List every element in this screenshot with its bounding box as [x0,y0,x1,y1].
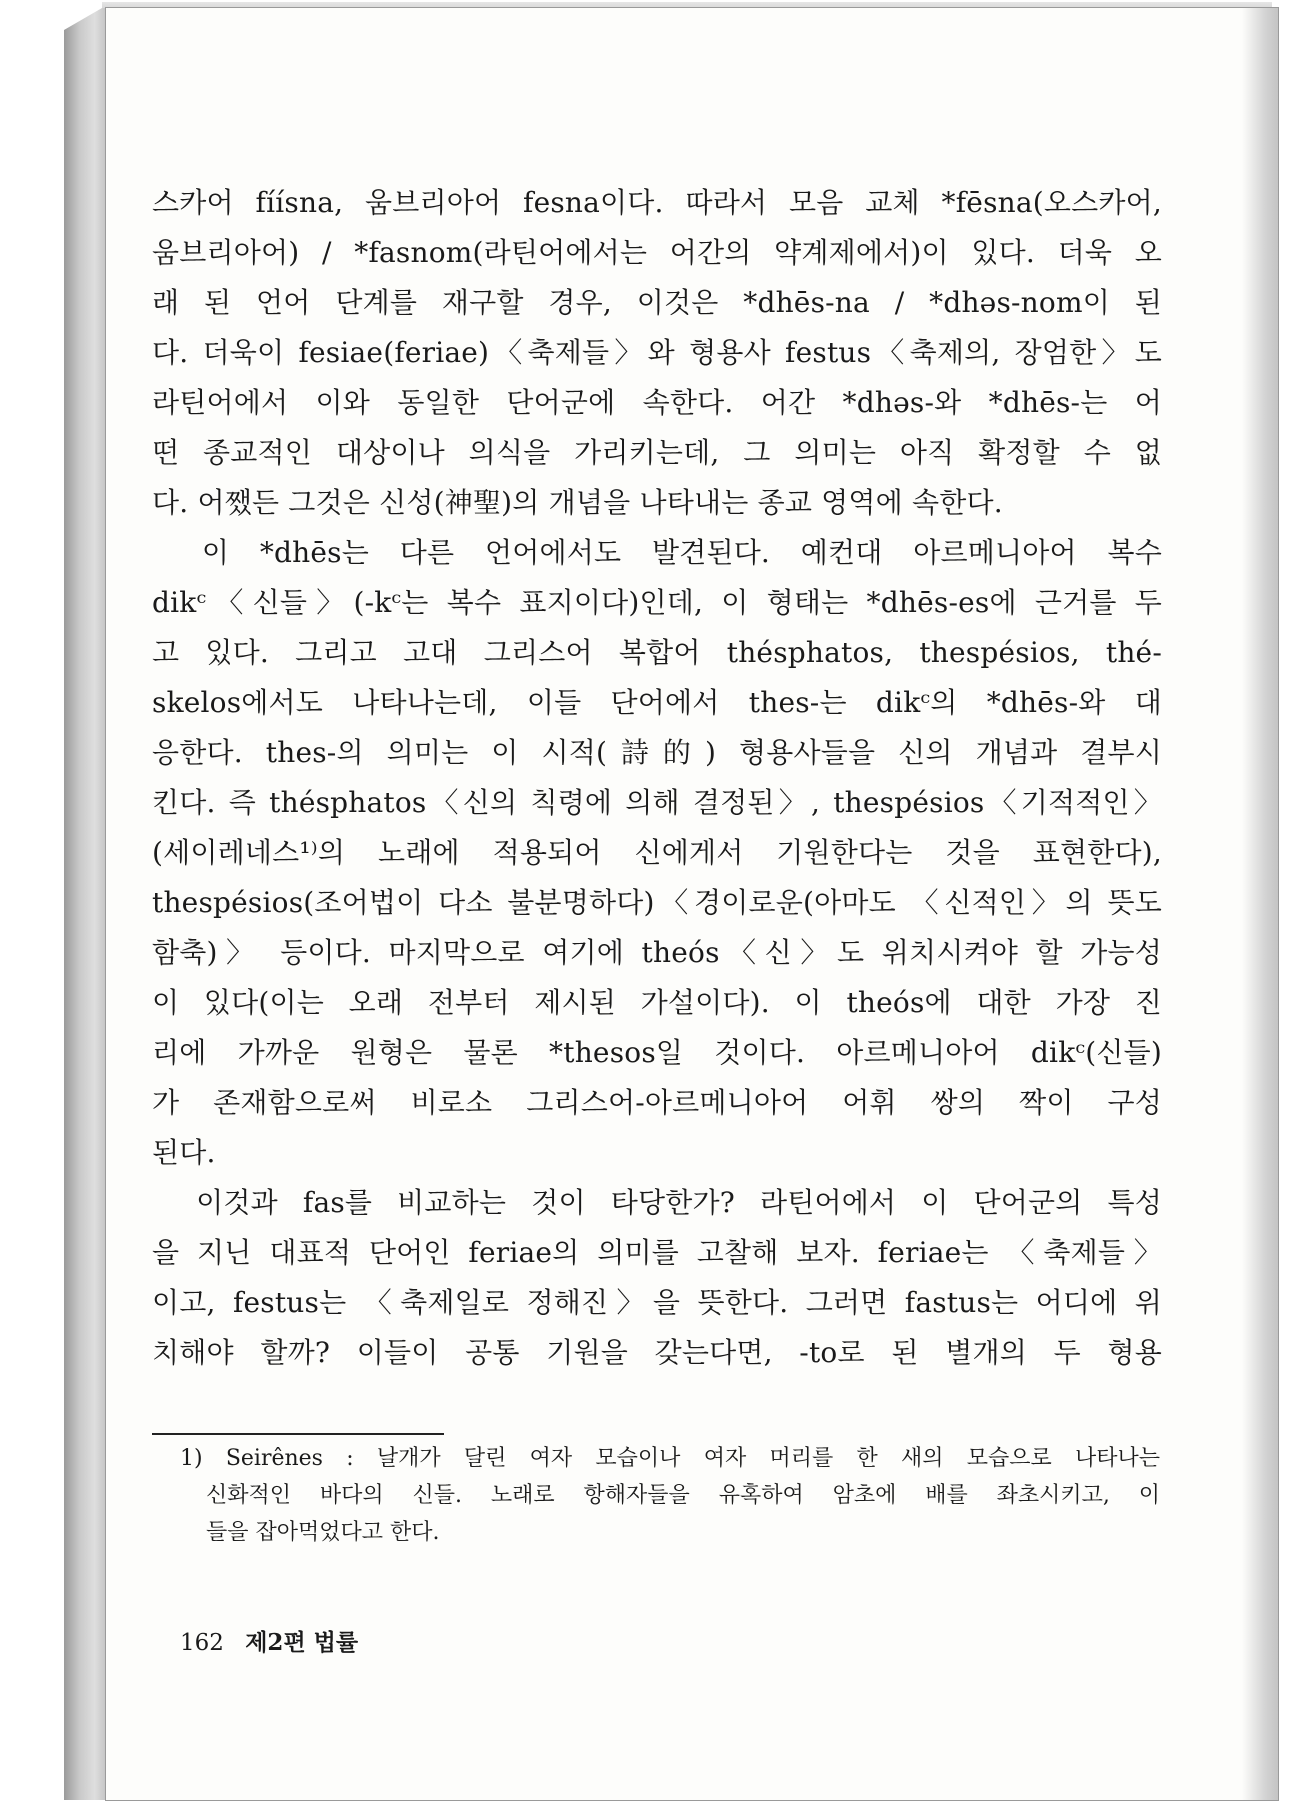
body-line: 을 지닌 대표적 단어인 feriae의 의미를 고찰해 보자. feriae는 〈축제들〉 [152,1236,1162,1269]
body-line: dikᶜ〈신들〉(-kᶜ는 복수 표지이다)인데, 이 형태는 *dhēs-es에 근거를 두 [152,586,1162,619]
body-line: skelos에서도 나타나는데, 이들 단어에서 thes-는 dikᶜ의 *dhēs-와 대 [152,686,1162,719]
body-text [152,178,1162,1378]
body-line: 다. 어쨌든 그것은 신성(神聖)의 개념을 나타내는 종교 영역에 속한다. [152,486,1003,519]
body-line: thespésios(조어법이 다소 불분명하다)〈경이로운(아마도 〈신적인〉의 뜻도 [152,886,1162,919]
body-line: 된다. [152,1136,216,1169]
footnote-line: 1) Seirênes : 날개가 달린 여자 모습이나 여자 머리를 한 새의 모습으로 나타나는 [180,1446,1160,1471]
body-line: 스카어 fíísna, 움브리아어 fesna이다. 따라서 모음 교체 *fēsna(오스카어, [152,186,1162,219]
body-line: 다. 더욱이 fesiae(feriae)〈축제들〉와 형용사 festus〈축제의, 장엄한〉도 [152,336,1162,369]
footnote [180,1440,1160,1551]
body-line: 함축)〉 등이다. 마지막으로 여기에 theós〈신〉도 위치시켜야 할 가능성 [152,936,1162,969]
page-number: 162 [180,1630,224,1656]
footnote-line: 신화적인 바다의 신들. 노래로 항해자들을 유혹하여 암초에 배를 좌초시키고, 이 [206,1483,1160,1508]
body-line: 치해야 할까? 이들이 공통 기원을 갖는다면, -to로 된 별개의 두 형용 [152,1336,1162,1369]
body-line: (세이레네스¹⁾의 노래에 적용되어 신에게서 기원한다는 것을 표현한다), [152,836,1162,869]
body-line: 이 있다(이는 오래 전부터 제시된 가설이다). 이 theós에 대한 가장 진 [152,986,1162,1019]
body-line: 라틴어에서 이와 동일한 단어군에 속한다. 어간 *dhəs-와 *dhēs-는 어 [152,386,1162,419]
body-line: 래 된 언어 단계를 재구할 경우, 이것은 *dhēs-na / *dhəs-nom이 된 [152,286,1162,319]
body-line: 이고, festus는 〈축제일로 정해진〉을 뜻한다. 그러면 fastus는 어디에 위 [152,1286,1162,1319]
body-line: 움브리아어) / *fasnom(라틴어에서는 어간의 약계제에서)이 있다. 더욱 오 [152,236,1162,269]
body-line: 리에 가까운 원형은 물론 *thesos일 것이다. 아르메니아어 dikᶜ(신들) [152,1036,1162,1069]
body-line: 이 *dhēs는 다른 언어에서도 발견된다. 예컨대 아르메니아어 복수 [152,536,1162,569]
body-line: 가 존재함으로써 비로소 그리스어-아르메니아어 어휘 쌍의 짝이 구성 [152,1086,1162,1119]
running-section-title: 제2편 법률 [245,1629,359,1656]
page-footer [180,1628,358,1658]
book-page-edges [64,8,108,1800]
body-line: 킨다. 즉 thésphatos〈신의 칙령에 의해 결정된〉, thespésios〈기적적인〉 [152,786,1162,819]
footnote-rule [152,1433,444,1435]
footnote-line: 들을 잡아먹었다고 한다. [206,1520,440,1545]
body-line: 떤 종교적인 대상이나 의식을 가리키는데, 그 의미는 아직 확정할 수 없 [152,436,1162,469]
body-line: 응한다. thes-의 의미는 이 시적(詩的) 형용사들을 신의 개념과 결부시 [152,736,1162,769]
body-line: 고 있다. 그리고 고대 그리스어 복합어 thésphatos, thespésios, thé- [152,636,1162,669]
page-gutter-shadow [1242,8,1278,1800]
body-line: 이것과 fas를 비교하는 것이 타당한가? 라틴어에서 이 단어군의 특성 [152,1186,1162,1219]
